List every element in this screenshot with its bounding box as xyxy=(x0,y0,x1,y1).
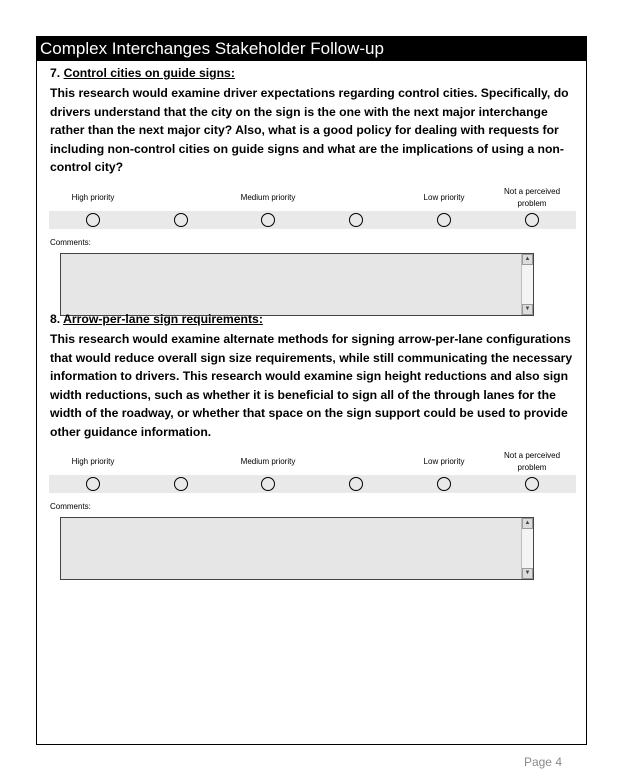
label-medium-priority: Medium priority xyxy=(240,457,296,466)
label-not-a-perceived-problem: Not a perceived problem xyxy=(503,451,561,472)
comments-scrollbar[interactable] xyxy=(521,518,533,579)
radio-medium-priority[interactable] xyxy=(261,213,275,227)
scroll-up-arrow-icon[interactable]: ▲ xyxy=(522,518,533,529)
radio-not-a-perceived-problem[interactable] xyxy=(525,477,539,491)
question-title xyxy=(50,66,575,81)
comments-label: Comments: xyxy=(50,502,91,511)
radio-high-priority[interactable] xyxy=(86,213,100,227)
comments-scrollbar[interactable] xyxy=(521,254,533,315)
label-high-priority: High priority xyxy=(71,457,115,466)
question-number: 7. xyxy=(50,66,61,80)
question-heading: Arrow-per-lane sign requirements: xyxy=(63,312,263,326)
question-8 xyxy=(50,312,575,580)
radio-not-a-perceived-problem[interactable] xyxy=(525,213,539,227)
radio-low-priority[interactable] xyxy=(437,213,451,227)
radio-between-medium-low[interactable] xyxy=(349,213,363,227)
question-description: This research would examine alternate methods for signing arrow-per-lane configurations that would reduce overall sign size requirements, while still communicating the necessary information to drivers. This research would examine sign height reductions and also sign width reductions, such as whether it is beneficial to sign all of the through lanes for the width of the roadway, or whether that space on the sign support could be used to provide other guidance information. xyxy=(50,332,573,439)
label-low-priority: Low priority xyxy=(423,457,465,466)
radio-medium-priority[interactable] xyxy=(261,477,275,491)
label-high-priority: High priority xyxy=(71,192,115,202)
priority-scale xyxy=(50,445,575,501)
question-title xyxy=(50,312,575,327)
question-number: 8. xyxy=(50,312,61,326)
form-page xyxy=(36,36,587,745)
label-medium-priority: Medium priority xyxy=(240,192,296,202)
priority-scale xyxy=(50,181,575,237)
label-low-priority: Low priority xyxy=(423,192,465,202)
comments-textarea[interactable] xyxy=(60,253,534,316)
page-number: Page 4 xyxy=(523,755,562,769)
scroll-down-arrow-icon[interactable]: ▼ xyxy=(522,304,533,315)
scroll-down-arrow-icon[interactable]: ▼ xyxy=(522,568,533,579)
comments-label: Comments: xyxy=(50,237,91,247)
comments-textarea[interactable] xyxy=(60,517,534,580)
question-description: This research would examine driver expectations regarding control cities. Specifically, do drivers understand that the city on the sign is the one with the next major interchange rather than the next major city? Also, what is a good policy for dealing with requests for including non-control cities on guide signs and what are the implications of using a non-control city? xyxy=(50,86,569,174)
page-title: Complex Interchanges Stakeholder Follow-up xyxy=(37,37,586,61)
radio-between-medium-low[interactable] xyxy=(349,477,363,491)
scroll-up-arrow-icon[interactable]: ▲ xyxy=(522,254,533,265)
question-7 xyxy=(50,66,575,316)
radio-low-priority[interactable] xyxy=(437,477,451,491)
label-not-a-perceived-problem: Not a perceived problem xyxy=(503,186,561,208)
radio-between-high-medium[interactable] xyxy=(174,477,188,491)
priority-radio-band xyxy=(49,475,576,493)
radio-between-high-medium[interactable] xyxy=(174,213,188,227)
radio-high-priority[interactable] xyxy=(86,477,100,491)
priority-radio-band xyxy=(49,211,576,229)
question-heading: Control cities on guide signs: xyxy=(63,66,235,80)
